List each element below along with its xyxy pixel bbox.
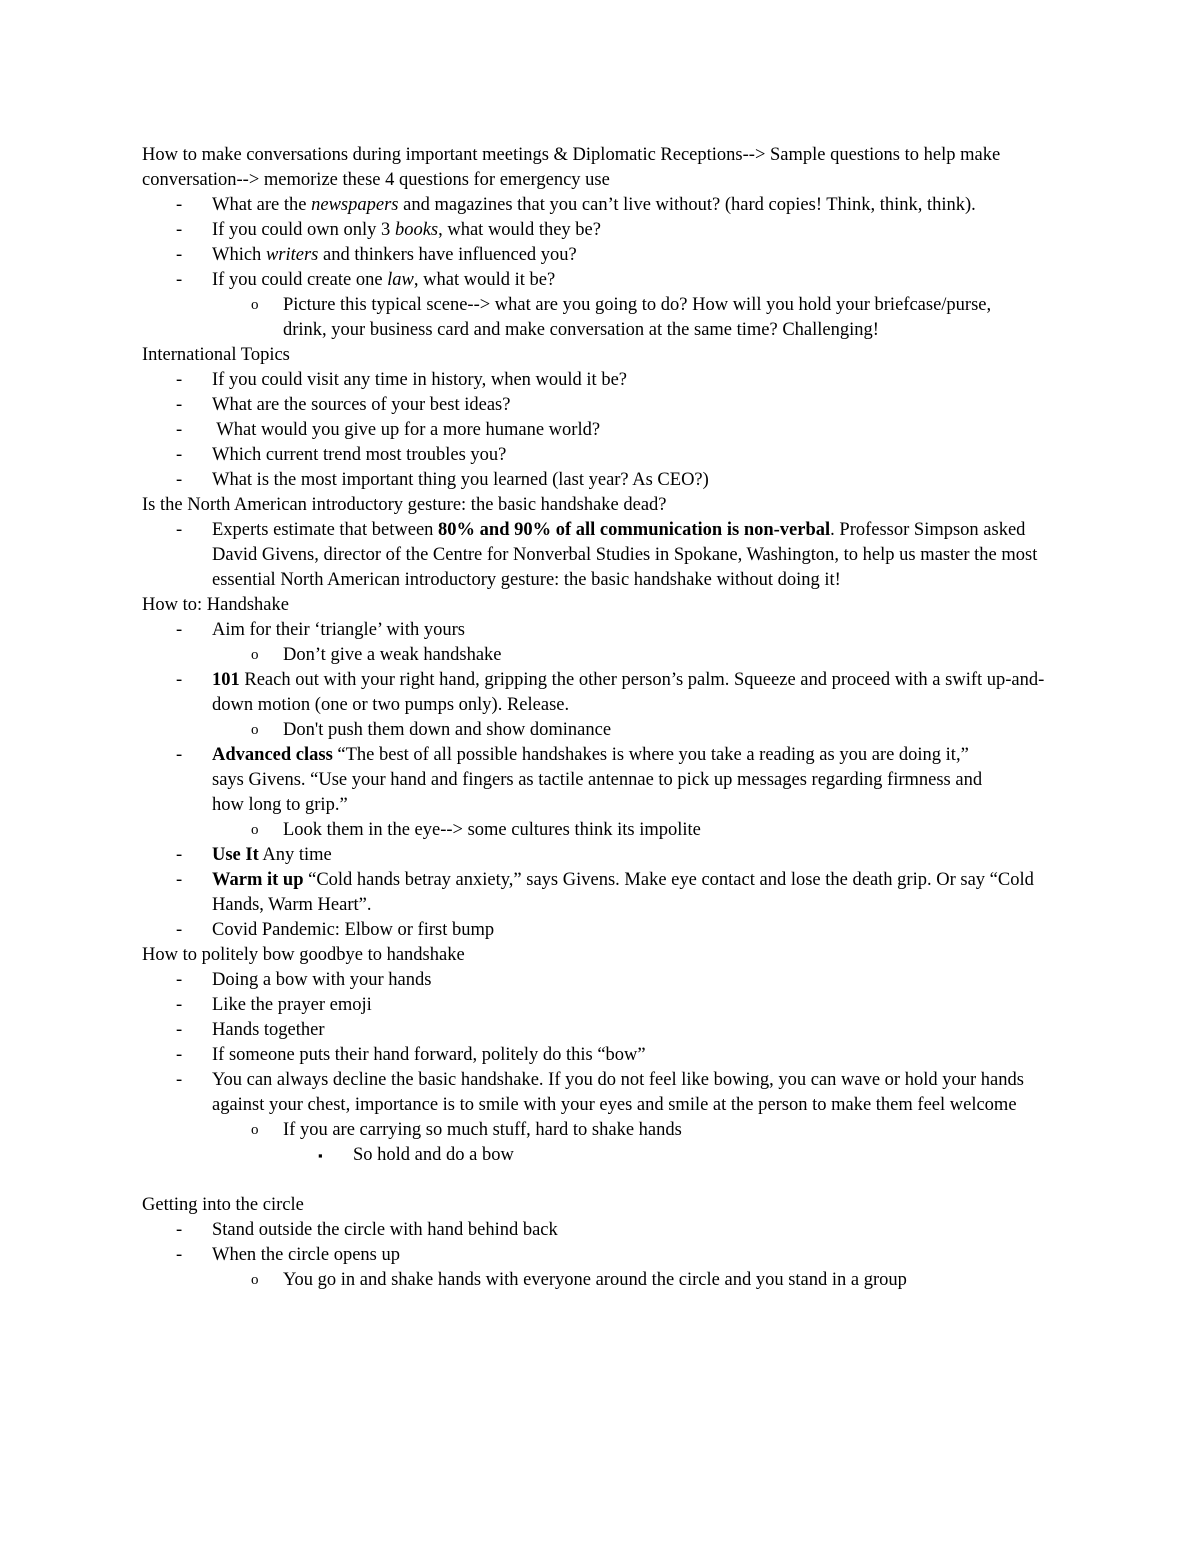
list-item: - If you could visit any time in history, when would it be? [142,368,1057,393]
dash-bullet: - [176,995,183,1015]
list-item: - Aim for their ‘triangle’ with yours [142,618,1057,643]
circle-bullet: o [251,297,259,313]
circle-bullet: o [251,722,259,738]
list-item: - If someone puts their hand forward, politely do this “bow” [142,1043,1057,1068]
dash-bullet: - [176,1045,183,1065]
blank-line [142,1168,1057,1193]
list-item: - When the circle opens up [142,1243,1057,1268]
section-heading-handshake-dead: Is the North American introductory gesture: the basic handshake dead? [142,495,667,515]
sub-list-item: o Look them in the eye--> some cultures think its impolite [142,818,1057,843]
sub-list-item: o You go in and shake hands with everyone around the circle and you stand in a group [142,1268,1057,1293]
dash-bullet: - [176,395,183,415]
section-heading-bow-goodbye: How to politely bow goodbye to handshake [142,945,465,965]
sub-sub-list-item: ▪ So hold and do a bow [142,1143,1057,1168]
sub-list-item: o Picture this typical scene--> what are you going to do? How will you hold your briefcase/purse, drink, your business card and make conversation at the same time? Challenging! [251,295,992,340]
section-heading-international-topics: International Topics [142,345,290,365]
sub-list-item: o Don't push them down and show dominance [142,718,1057,743]
dash-bullet: - [176,245,183,265]
list-item: - Doing a bow with your hands [142,968,1057,993]
list-item: - What would you give up for a more humane world? [142,418,1057,443]
circle-bullet: o [251,822,259,838]
list-item: - Hands together [142,1018,1057,1043]
sub-list-item: o Don’t give a weak handshake [142,643,1057,668]
dash-bullet: - [176,1245,183,1265]
list-item: - Covid Pandemic: Elbow or first bump [142,918,1057,943]
circle-bullet: o [251,1122,259,1138]
list-item: - 101 Reach out with your right hand, gripping the other person’s palm. Squeeze and proceed with a swift up-and-down motion (one or two pumps only). Release. [176,670,1045,715]
dash-bullet: - [176,1070,183,1090]
list-item: - Experts estimate that between 80% and 90% of all communication is non-verbal. Professor Simpson asked David Givens, director of the Centre for Nonverbal Studies in Spokane, Washington, to help us master the most essential North American introductory gesture: the basic handshake without doing it! [176,520,1038,590]
dash-bullet: - [176,745,183,765]
dash-bullet: - [176,195,183,215]
section-heading-conversations: How to make conversations during important meetings & Diplomatic Receptions--> Sample questions to help make conversation--> memorize these 4 questions for emergency use [142,145,1001,190]
sub-list-item: o If you are carrying so much stuff, hard to shake hands [142,1118,1057,1143]
dash-bullet: - [176,270,183,290]
circle-bullet: o [251,647,259,663]
document-page [142,143,1057,1293]
section-heading-getting-into-circle: Getting into the circle [142,1195,304,1215]
list-item: - Stand outside the circle with hand behind back [142,1218,1057,1243]
list-item: - Use It Any time [142,843,1057,868]
dash-bullet: - [176,220,183,240]
list-item: - What is the most important thing you learned (last year? As CEO?) [142,468,1057,493]
list-item: - What are the sources of your best ideas? [142,393,1057,418]
dash-bullet: - [176,370,183,390]
section-heading-how-to-handshake: How to: Handshake [142,595,289,615]
circle-bullet: o [251,1272,259,1288]
square-bullet: ▪ [318,1148,323,1163]
dash-bullet: - [176,620,183,640]
dash-bullet: - [176,920,183,940]
list-item: - Like the prayer emoji [142,993,1057,1018]
dash-bullet: - [176,1020,183,1040]
dash-bullet: - [176,420,183,440]
dash-bullet: - [176,845,183,865]
dash-bullet: - [176,520,183,540]
list-item: - What are the newspapers and magazines that you can’t live without? (hard copies! Think, think, think). [142,193,987,218]
dash-bullet: - [176,670,183,690]
list-item: - If you could own only 3 books, what would they be? [142,218,1057,243]
list-item: - Warm it up “Cold hands betray anxiety,” says Givens. Make eye contact and lose the death grip. Or say “Cold Hands, Warm Heart”. [176,870,1034,915]
list-item: - Advanced class “The best of all possible handshakes is where you take a reading as you are doing it,” says Givens. “Use your hand and fingers as tactile antennae to pick up messages regarding firmness and how long to grip.” [176,745,983,815]
list-item: - You can always decline the basic handshake. If you do not feel like bowing, you can wave or hold your hands against your chest, importance is to smile with your eyes and smile at the person to make them feel welcome [176,1070,1024,1115]
dash-bullet: - [176,470,183,490]
dash-bullet: - [176,1220,183,1240]
list-item: - Which current trend most troubles you? [142,443,1057,468]
dash-bullet: - [176,445,183,465]
dash-bullet: - [176,870,183,890]
list-item: - Which writers and thinkers have influenced you? [142,243,1057,268]
list-item: - If you could create one law, what would it be? [142,268,1057,293]
dash-bullet: - [176,970,183,990]
